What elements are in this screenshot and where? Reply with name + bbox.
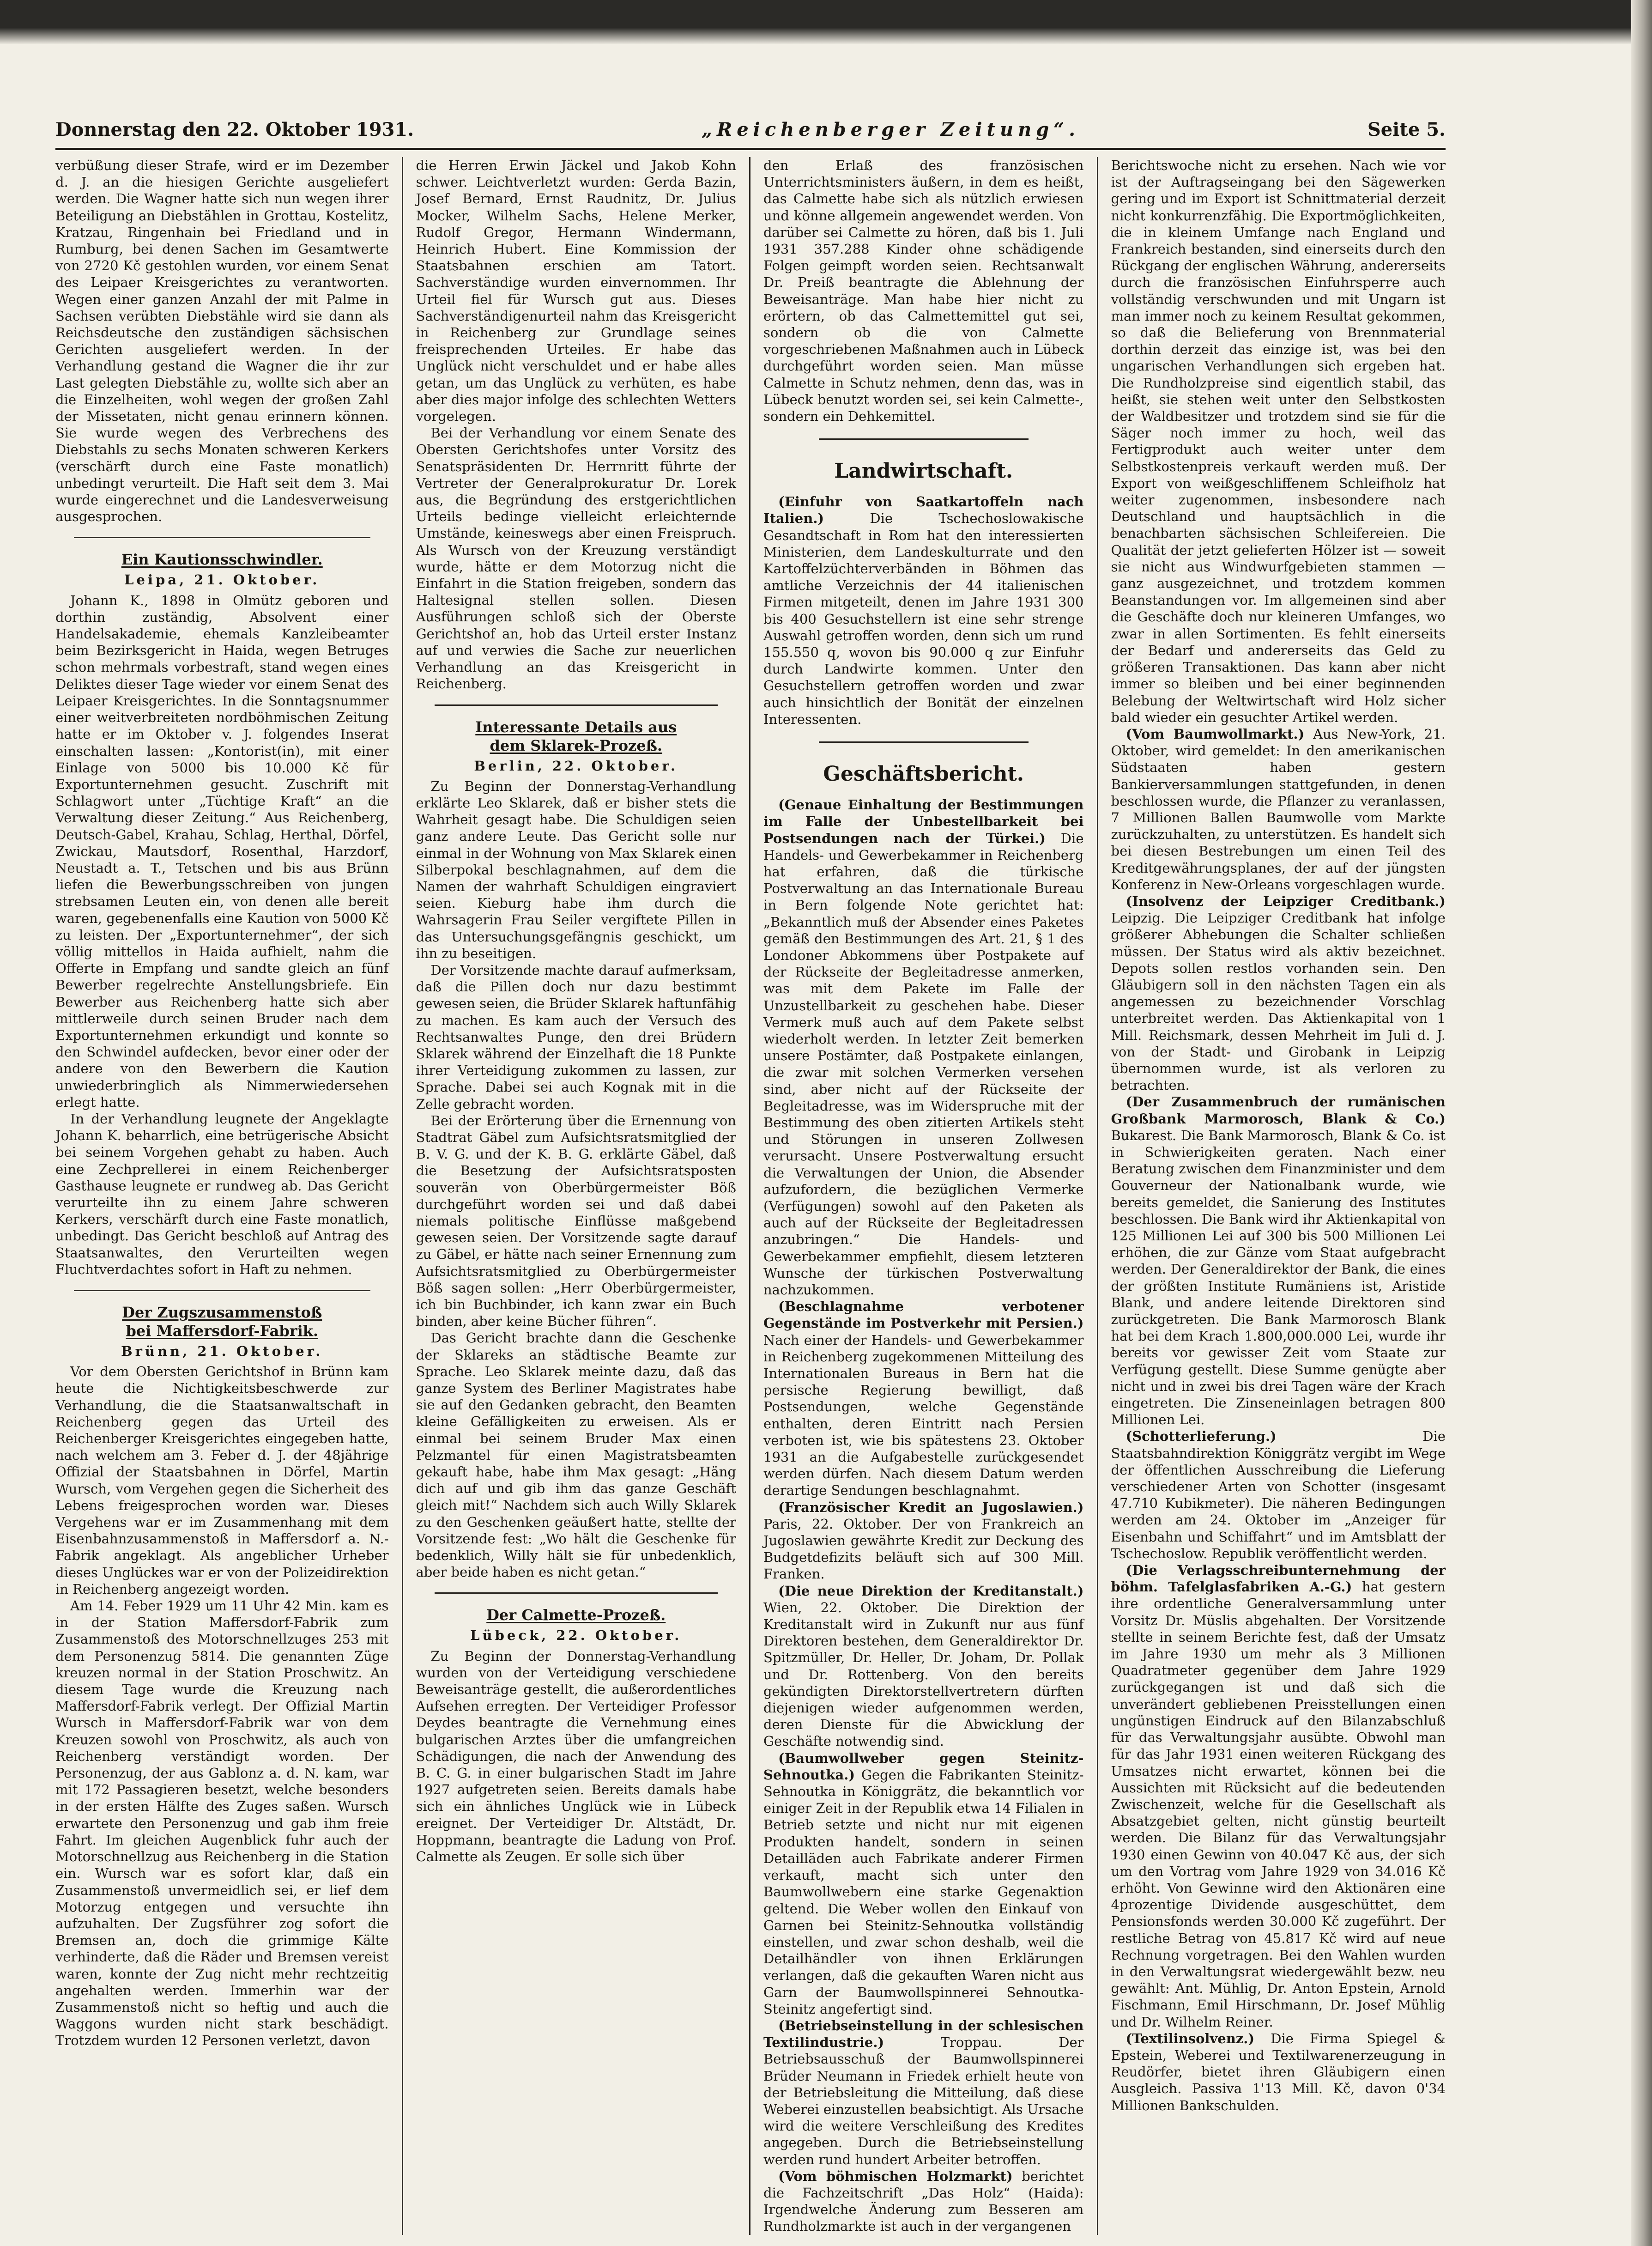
- topic-label: (Die neue Direktion der Kreditanstalt.): [778, 1583, 1084, 1599]
- topic-label: (Französischer Kredit an Jugoslawien.): [778, 1499, 1084, 1515]
- article-text: [1111, 1093, 1446, 1428]
- section-divider: [435, 704, 718, 706]
- topic-text: Die Firma Spiegel & Epstein, Weberei und Textilwarenerzeugung in Reudörfer, bietet ihren Gläubigern einen Ausgleich. Passiva 1'13 Mill. Kč, davon 0'34 Millionen Bankschulden.: [1111, 2030, 1446, 2113]
- article-text: Bei der Verhandlung vor einem Senate des Obersten Gerichtshofes unter Vorsitz des Senatspräsidenten Dr. Herrnritt führte der Vertreter der Generalprokuratur Dr. Lorek aus, die Begründung des erstgerichtlichen Urteils bedinge vielleicht erleichternde Umstände, keineswegs aber einen Freispruch. Als Wursch von der Kreuzung verständigt wurde, hätte er dem Motorzug nicht die Einfahrt in die Station freigeben, sondern das Haltesignal stellen sollen. Diesen Ausführungen schloß sich der Oberste Gerichtshof an, hob das Urteil erster Instanz auf und verwies die Sache zur neuerlichen Verhandlung an das Kreisgericht in Reichenberg.: [416, 425, 736, 692]
- article-text: [763, 2017, 1084, 2168]
- article-text: Zu Beginn der Donnerstag-Verhandlung erklärte Leo Sklarek, daß er bisher stets die Wahrheit gesagt habe. Die Schuldigen seien ganz andere Leute. Das Gericht solle nur einmal in der Wohnung von Max Sklarek einen Silberpokal beschlagnahmen, auf dem die Namen der wahrhaft Schuldigen eingraviert seien. Kieburg habe ihm durch die Wahrsagerin Frau Seiler vergiftete Pillen in das Untersuchungsgefängnis geschickt, um ihn zu beseitigen.: [416, 778, 736, 961]
- topic-label: (Textilinsolvenz.): [1126, 2030, 1255, 2046]
- column-2: [403, 157, 751, 2235]
- headline-line: Der Zugszusammenstoß: [122, 1304, 322, 1321]
- article-text: [763, 1499, 1084, 1583]
- section-divider: [74, 537, 370, 538]
- section-heading: Landwirtschaft.: [834, 459, 1013, 483]
- article-text: den Erlaß des französischen Unterrichtsministers äußern, in dem es heißt, das Calmette habe sich als nützlich erwiesen und könne allgemein angewendet werden. Von darüber sei Calmette zu hören, daß bis 1. Juli 1931 357.288 Kinder ohne schädigende Folgen geimpft worden seien. Rechtsanwalt Dr. Preiß beantragte die Ablehnung der Beweisanträge. Man habe hier nicht zu erörtern, ob das Calmettemittel gut sei, sondern ob die von Calmette vorgeschriebenen Maßnahmen auch in Lübeck durchgeführt worden seien. Man müsse Calmette in Schutz nehmen, denn das, was in Lübeck benutzt worden sei, sei kein Calmette-, sondern ein Dehkemittel.: [763, 158, 1084, 425]
- topic-label: (Vom böhmischen Holzmarkt): [778, 2168, 1013, 2184]
- column-4: [1098, 157, 1446, 2235]
- article-dateline: Brünn, 21. Oktober.: [121, 1343, 323, 1359]
- header-rule: [55, 148, 1446, 150]
- topic-text: Troppau. Der Betriebsausschuß der Baumwollspinnerei Brüder Neumann in Friedek erhielt heute von der Betriebsleitung die Mitteilung, daß diese Weberei einzustellen beabsichtigt. Als Ursache wird die weitere Verschleißung des Kredites angegeben. Durch die Betriebseinstellung werden rund hundert Arbeiter betroffen.: [763, 2034, 1084, 2167]
- article-headline: [416, 718, 737, 755]
- topic-label: (Vom Baumwollmarkt.): [1126, 726, 1305, 742]
- topic-label: (Einfuhr von Saatkartoffeln nach Italien.): [763, 494, 1084, 527]
- section-divider: [819, 438, 1029, 440]
- scan-border-top: [0, 0, 1652, 44]
- topic-label: (Baumwollweber gegen Steinitz-Sehnoutka.): [763, 1750, 1084, 1783]
- article-text: Das Gericht brachte dann die Geschenke der Sklareks an städtische Beamte zur Sprache. Leo Sklarek meinte dazu, daß das ganze System des Berliner Magistrates habe sie auf den Gedanken gebracht, den Beamten kleine Gefälligkeiten zu erweisen. Als er einmal bei seinem Bruder Max einen Pelzmantel für einen Magistratsbeamten gekauft habe, habe ihm Max gesagt: „Häng dich auf und gib ihm das ganze Geschäft gleich mit!“ Nachdem sich auch Willy Sklarek zu den Geschenken geäußert hatte, stellte der Vorsitzende fest: „Wo hält die Geschenke für bedenklich, Willy hält sie für unbedenklich, aber beide haben es nicht getan.“: [416, 1330, 736, 1580]
- topic-text: Bukarest. Die Bank Marmorosch, Blank & Co. ist in Schwierigkeiten geraten. Nach einer Beratung zwischen dem Finanzminister und dem Gouverneur der Nationalbank wurde, wie bereits gemeldet, die Sanierung des Institutes beschlossen. Die Bank wird ihr Aktienkapital von 125 Millionen Lei auf 300 bis 500 Millionen Lei erhöhen, die zur Gänze vom Staat aufgebracht werden. Der Generaldirektor der Bank, die eines der größten Institute Rumäniens ist, Aristide Blank, und andere leitende Direktoren sind zurückgetreten. Die Bank Marmorosch Blank hat bei dem Krach 1.800,000.000 Lei, wurde ihr bereits vor gewisser Zeit vom Staate zur Verfügung gestellt. Diese Summe genügte aber nicht und in zwei bis drei Tagen wäre der Krach eingetreten. Die Zinseneinlagen betragen 800 Millionen Lei.: [1111, 1127, 1446, 1428]
- section-heading: Geschäftsbericht.: [823, 762, 1024, 786]
- article-text: Der Vorsitzende machte darauf aufmerksam, daß die Pillen doch nur dazu bestimmt gewesen seien, die Brüder Sklarek haftunfähig zu machen. Es kam auch der Versuch des Rechtsanwaltes Punge, den drei Brüdern Sklarek während der Einzelhaft die 18 Punkte ihrer Verteidigung zukommen zu lassen, zur Sprache. Dabei sei auch Kognak mit in die Zelle gebracht worden.: [416, 962, 736, 1112]
- article-text: verbüßung dieser Strafe, wird er im Dezember d. J. an die hiesigen Gerichte ausgeliefert werden. Die Wagner hatte sich nun wegen ihrer Beteiligung an Diebstählen in Grottau, Kostelitz, Kratzau, Ringenhain bei Friedland und in Rumburg, bei denen Sachen im Gesamtwerte von 2720 Kč gestohlen wurden, vor einem Senat des Leipaer Kreisgerichtes zu verantworten. Wegen einer ganzen Anzahl der mit Palme in Sachsen verübten Diebstähle wird sie dann als Reichsdeutsche den zuständigen sächsischen Gerichten ausgeliefert werden. In der Verhandlung gestand die Wagner die ihr zur Last gelegten Diebstähle zu, wollte sich aber an die Einzelheiten, wohl wegen der großen Zahl der Missetaten, nicht genau erinnern können. Sie wurde wegen des Verbrechens des Diebstahls zu sechs Monaten schweren Kerkers (verschärft durch eine Faste monatlich) unbedingt verurteilt. Die Haft seit dem 3. Mai wurde eingerechnet und die Landesverweisung ausgesprochen.: [55, 158, 389, 525]
- topic-label: (Insolvenz der Leipziger Creditbank.): [1126, 893, 1446, 909]
- article-text: [763, 796, 1084, 1298]
- topic-text: berichtet die Fachzeitschrift „Das Holz“ (Haida): Irgendwelche Änderung zum Besseren am Rundholzmarkte ist auch in der vergangenen: [763, 2168, 1084, 2234]
- column-1: [55, 157, 403, 2235]
- article-text: In der Verhandlung leugnete der Angeklagte Johann K. beharrlich, eine betrügerische Absicht bei seinem Vorgehen gehabt zu haben. Auch eine Zechprellerei in einem Reichenberger Gasthause leugnete er rundweg ab. Das Gericht verurteilte ihn zu einem Jahre schweren Kerkers, verschärft durch eine Faste monatlich, unbedingt. Das Gericht beschloß auf Antrag des Staatsanwaltes, den Verurteilten wegen Fluchtverdachtes sofort in Haft zu nehmen.: [55, 1111, 389, 1277]
- article-columns: [55, 157, 1446, 2234]
- section-divider: [435, 1592, 718, 1594]
- column-3: [750, 157, 1098, 2235]
- topic-text: Aus New-York, 21. Oktober, wird gemeldet: In den amerikanischen Südstaaten haben gestern Bankierversammlungen stattgefunden, in denen beschlossen wurde, die Pflanzer zu veranlassen, 7 Millionen Ballen Baumwolle vom Markte zurückzuhalten, zu unterstützen. Es handelt sich bei diesen Bestrebungen um einen Teil des Kreditgewährungsplanes, der auf der jüngsten Konferenz in New-Orleans vorgeschlagen wurde.: [1111, 726, 1446, 892]
- topic-label: (Betriebseinstellung in der schlesischen Textilindustrie.): [763, 2017, 1084, 2051]
- article-text: [1111, 2030, 1446, 2114]
- newspaper-title: „Reichenberger Zeitung“.: [701, 118, 1080, 140]
- headline-line: dem Sklarek-Prozeß.: [490, 736, 663, 754]
- article-dateline: Berlin, 22. Oktober.: [474, 758, 678, 774]
- topic-label: (Der Zusammenbruch der rumänischen Großbank Marmorosch, Blank & Co.): [1111, 1094, 1446, 1127]
- topic-label: (Beschlagnahme verbotener Gegenstände im Postverkehr mit Persien.): [763, 1299, 1084, 1331]
- headline-line: Interessante Details aus: [475, 718, 677, 736]
- topic-text: Gegen die Fabrikanten Steinitz-Sehnoutka in Königgrätz, die bekanntlich vor einiger Zeit in der Republik etwa 14 Filialen in Betrieb setzte und nicht nur mit eigenen Produkten handelt, sondern in seinen Detailläden auch Fabrikate anderer Firmen verkauft, macht sich unter den Baumwollwebern eine starke Gegenaktion geltend. Die Weber wollen den Einkauf von Garnen bei Steinitz-Sehnoutka vollständig einstellen, und zwar schon deshalb, weil die Detailhändler von ihnen Erklärungen verlangen, daß die gekauften Waren nicht aus Garn der Baumwollspinnerei Sehnoutka-Steinitz angefertigt sind.: [763, 1766, 1084, 2017]
- article-text: die Herren Erwin Jäckel und Jakob Kohn schwer. Leichtverletzt wurden: Gerda Bazin, Josef Bernard, Ernst Raudnitz, Dr. Julius Mocker, Wilhelm Sachs, Helene Merker, Rudolf Gregor, Hermann Windermann, Heinrich Hubert. Eine Kommission der Staatsbahnen erschien am Tatort. Sachverständige wurden einvernommen. Ihr Urteil fiel für Wursch gut aus. Dieses Sachverständigenurteil nahm das Kreisgericht in Reichenberg zur Grundlage seines freisprechenden Urteiles. Er habe das Unglück nicht verschuldet und er habe alles getan, um das Unglück zu verhüten, es habe aber dies major infolge des schlechten Wetters vorgelegen.: [416, 158, 736, 425]
- article-text: [763, 493, 1084, 728]
- article-text: [1111, 893, 1446, 1093]
- topic-text: Die Tschechoslowakische Gesandtschaft in Rom hat den interessierten Ministerien, dem Landeskulturrate und den Kartoffelzüchterverbänden in Böhmen das amtliche Verzeichnis der 44 italienischen Firmen mitgeteilt, denen im Jahre 1931 300 bis 400 Gesuchstellern ist eine sehr strenge Auswahl getroffen worden, denn sich um rund 155.550 q, wovon bis 90.000 q zur Einfuhr durch Landwirte kommen. Unter den Gesuchstellern getroffen worden und zwar auch hinsichtlich der Bonität der einzelnen Interessenten.: [763, 510, 1084, 727]
- topic-label: (Genaue Einhaltung der Bestimmungen im Falle der Unbestellbarkeit bei Postsendungen nach der Türkei.): [763, 797, 1084, 846]
- article-text: Berichtswoche nicht zu ersehen. Nach wie vor ist der Auftragseingang bei den Sägewerken gering und im Export ist Schnittmaterial derzeit nicht konkurrenzfähig. Die Exportmöglichkeiten, die in kleinem Umfange nach England und Frankreich bestanden, sind einerseits durch den Rückgang der englischen Währung, andererseits durch die französischen Einfuhrsperre auch vollständig verschwunden und mit Ungarn ist man immer noch zu keinem Resultat gekommen, so daß die Belieferung von Brennmaterial dorthin derzeit das einzige ist, was bei den ungarischen Verhandlungen sich ergeben hat. Die Rundholzpreise sind eigentlich stabil, das heißt, sie stehen weit unter den Selbstkosten der Waldbesitzer und trotzdem sind sie für die Säger noch immer zu hoch, weil das Fertigprodukt auch weiter unter dem Selbstkostenpreis verkauft werden muß. Der Export von weißgeschliffenem Schleifholz hat weiter zugenommen, insbesondere nach Deutschland und hauptsächlich in die benachbarten sächsischen Schleifereien. Die Qualität der jetzt gelieferten Hölzer ist — soweit sie nicht aus Windwurfgebieten stammen — ganz ausgezeichnet, und trotzdem kommen Beanstandungen vor. Im allgemeinen sind aber die Geschäfte doch nur kleineren Umfanges, wo zwar in allen Sortimenten. Es fehlt einerseits der Bedarf und andererseits das Geld zu größeren Transaktionen. Das kann aber nicht immer so bleiben und bei einer beginnenden Belebung der Weltwirtschaft wird Holz sicher bald wieder ein gesuchter Artikel werden.: [1111, 158, 1446, 725]
- topic-text: hat gestern ihre ordentliche Generalversammlung unter Vorsitz Dr. Müslis abgehalten. Der Vorsitzende stellte in seinem Berichte fest, daß der Umsatz im Jahre 1930 um mehr als 3 Millionen Quadratmeter gegenüber dem Jahre 1929 zurückgegangen ist und daß sich die unverändert gebliebenen Preisstellungen einen ungünstigen Eindruck auf den Bilanzabschluß für das Verwaltungsjahr ausübte. Obwohl man für das Jahr 1931 einen weiteren Rückgang des Umsatzes nicht erwartet, können bei die Aussichten mit Rücksicht auf die bedeutenden Zwischenzeit, welche für die Gesellschaft als Absatzgebiet gelten, nicht günstig beurteilt werden. Die Bilanz für das Verwaltungsjahr 1930 einen Gewinn von 40.047 Kč aus, der sich um den Vortrag vom Jahre 1929 von 34.016 Kč erhöht. Von Gewinne wird den Aktionären eine 4prozentige Dividende ausgeschüttet, dem Pensionsfonds werden 30.000 Kč zugeführt. Der restliche Betrag von 45.817 Kč wird auf neue Rechnung vorgetragen. Bei den Wahlen wurden in den Verwaltungsrat wiedergewählt bezw. neu gewählt: Ant. Mühlig, Dr. Anton Epstein, Arnold Fischmann, Emil Hirschmann, Dr. Josef Mühlig und Dr. Wilhelm Reiner.: [1111, 1579, 1446, 2030]
- topic-text: Nach einer der Handels- und Gewerbekammer in Reichenberg zugekommenen Mitteilung des Internationalen Bureaus in Bern hat die persische Regierung bewilligt, daß Postsendungen, welche Gegenstände enthalten, deren Eintritt nach Persien verboten ist, wie bis spätestens 23. Oktober 1931 an die Aufgabestelle zurückgesendet werden dürfen. Nach diesem Datum werden derartige Sendungen beschlagnahmt.: [763, 1332, 1084, 1499]
- topic-text: Die Handels- und Gewerbekammer in Reichenberg hat erfahren, daß die türkische Postverwaltung an das Internationale Bureau in Bern folgende Note gerichtet hat: „Bekanntlich muß der Absender eines Paketes gemäß den Bestimmungen des Art. 21, § 1 des Londoner Abkommens über Postpakete auf der Rückseite der Begleitadresse anmerken, was mit dem Pakete im Falle der Unzustellbarkeit zu geschehen habe. Dieser Vermerk muß auch auf dem Pakete selbst wiederholt werden. In letzter Zeit bemerken unsere Postämter, daß Postpakete einlangen, die zwar mit solchen Vermerken versehen sind, aber nicht auf der Rückseite der Begleitadresse, was im Widerspruche mit der Bestimmung des oben zitierten Artikels steht und Störungen in unseren Zollwesen verursacht. Unsere Postverwaltung ersucht die Verwaltungen der Union, die Absender aufzufordern, die bezüglichen Vermerke (Verfügungen) sowohl auf den Paketen als auch auf der Rückseite der Begleitadressen anzubringen.“ Die Handels- und Gewerbekammer empfiehlt, diesem letzteren Wunsche der türkischen Postverwaltung nachzukommen.: [763, 830, 1084, 1298]
- article-headline: [55, 1303, 389, 1340]
- section-divider: [819, 741, 1029, 743]
- topic-text: Paris, 22. Oktober. Der von Frankreich an Jugoslawien gewährte Kredit zur Deckung des Budgetdefizits beläuft sich auf 300 Mill. Franken.: [763, 1516, 1084, 1582]
- topic-label: (Schotterlieferung.): [1126, 1428, 1277, 1445]
- article-text: [1111, 726, 1446, 893]
- article-text: Am 14. Feber 1929 um 11 Uhr 42 Min. kam es in der Station Maffersdorf-Fabrik zum Zusammenstoß des Motorschnellzuges 253 mit dem Personenzug 5814. Die genannten Züge kreuzen normal in der Station Proschwitz. An diesem Tage wurde die Kreuzung nach Maffersdorf-Fabrik verlegt. Der Offizial Martin Wursch in Maffersdorf-Fabrik war von dem Kreuzen sowohl von Proschwitz, als auch von Reichenberg verständigt worden. Der Personenzug, der aus Gablonz a. d. N. kam, war mit 172 Passagieren besetzt, welche besonders in der ersten Hälfte des Zuges saßen. Wursch erwartete den Personenzug und gab ihm freie Fahrt. Im gleichen Augenblick fuhr auch der Motorschnellzug aus Reichenberg in die Station ein. Wursch war es sofort klar, daß ein Zusammenstoß unvermeidlich sei, er lief dem Motorzug entgegen und versuchte ihn aufzuhalten. Der Zugsführer zog sofort die Bremsen an, doch die grimmige Kälte verhinderte, daß die Räder und Bremsen vereist waren, konnte der Zug nicht mehr rechtzeitig angehalten werden. Immerhin war der Zusammenstoß nicht so heftig und auch die Waggons wurden nicht stark beschädigt. Trotzdem wurden 12 Personen verletzt, davon: [55, 1598, 389, 2049]
- section-divider: [74, 1290, 370, 1291]
- page-header: [55, 113, 1446, 146]
- topic-text: Wien, 22. Oktober. Die Direktion der Kreditanstalt wird in Zukunft nur aus fünf Direktoren bestehen, dem Generaldirektor Dr. Spitzmüller, Dr. Heller, Dr. Joham, Dr. Pollak und Dr. Rottenberg. Von den bereits gekündigten Direktorstellvertretern dürften diejenigen wieder aufgenommen werden, deren Dienste für die Abwicklung der Geschäfte notwendig sind.: [763, 1599, 1084, 1749]
- scan-border-right: [1631, 0, 1652, 2246]
- article-text: Johann K., 1898 in Olmütz geboren und dorthin zuständig, Absolvent einer Handelsakademie, ehemals Kanzleibeamter beim Bezirksgericht in Haida, wegen Betruges schon mehrmals vorbestraft, stand wegen eines Deliktes dieser Tage wieder vor einem Senat des Leipaer Kreisgerichtes. In die Sonntagsnummer einer weitverbreiteten nordböhmischen Zeitung hatte er im Oktober v. J. folgendes Inserat einschalten lassen: „Kontorist(in), mit einer Einlage von 5000 bis 10.000 Kč für Exportunternehmen gesucht. Zuschrift mit Schlagwort unter „Tüchtige Kraft“ an die Verwaltung dieser Zeitung.“ Aus Reichenberg, Deutsch-Gabel, Krahau, Schlag, Herthal, Dörfel, Zwickau, Mautsdorf, Rosenthal, Harzdorf, Neustadt a. T., Tetschen und bis aus Brünn liefen die Bewerbungsschreiben von jungen strebsamen Leuten ein, von denen alle bereit waren, gegebenenfalls eine Kaution von 5000 Kč zu leisten. Der „Exportunternehmer“, der sich völlig mittellos in Haida aufhielt, nahm die Offerte in Empfang und sandte gleich an fünf Bewerber regelrechte Anstellungsbriefe. Ein Bewerber aus Reichenberg hatte sich aber mittlerweile durch seinen Bruder nach dem Exportunternehmen erkundigt und konnte so den Schwindel aufdecken, bevor einer oder der andere von den Bewerbern die Kaution unwiederbringlich als Nimmerwiedersehen erlegt hatte.: [55, 592, 389, 1110]
- article-headline: Ein Kautionsschwindler.: [121, 551, 323, 569]
- topic-label: (Die Verlagsschreibunternehmung der böhm. Tafelglasfabriken A.-G.): [1111, 1562, 1446, 1595]
- topic-text: Leipzig. Die Leipziger Creditbank hat infolge größerer Abhebungen die Schalter schließen müssen. Der Status wird als aktiv bezeichnet. Depots sollen restlos vorhanden sein. Den Gläubigern soll in den nächsten Tagen ein als angemessen zu bezeichnender Vorschlag unterbreitet werden. Das Aktienkapital von 1 Mill. Reichsmark, dessen Mehrheit im Juli d. J. von der Stadt- und Girobank in Leipzig übernommen wurde, ist als verloren zu betrachten.: [1111, 910, 1446, 1093]
- page-number: Seite 5.: [1367, 118, 1446, 140]
- article-headline: Der Calmette-Prozeß.: [486, 1606, 666, 1624]
- article-text: [763, 1583, 1084, 1750]
- article-text: [1111, 1428, 1446, 1562]
- article-text: [1111, 1562, 1446, 2030]
- article-dateline: Lübeck, 22. Oktober.: [470, 1627, 682, 1644]
- article-text: [763, 2168, 1084, 2235]
- article-text: [763, 1750, 1084, 2017]
- article-text: Vor dem Obersten Gerichtshof in Brünn kam heute die Nichtigkeitsbeschwerde zur Verhandlung, die die Staatsanwaltschaft in Reichenberg gegen das Urteil des Reichenberger Kreisgerichtes eingegeben hatte, nach welchem am 3. Feber d. J. der 48jährige Offizial der Staatsbahnen in Dörfel, Martin Wursch, vom Vergehen gegen die Sicherheit des Lebens freigesprochen worden war. Dieses Vergehens war er im Zusammenhang mit dem Eisenbahnzusammenstoß in Maffersdorf a. N.-Fabrik angeklagt. Als angeblicher Urheber dieses Unglückes war er von der Polizeidirektion in Reichenberg angezeigt worden.: [55, 1364, 389, 1597]
- topic-text: Die Staatsbahndirektion Königgrätz vergibt im Wege der öffentlichen Ausschreibung die Lieferung verschiedener Arten von Schotter (insgesamt 47.710 Kubikmeter). Die näheren Bedingungen werden am 24. Oktober im „Anzeiger für Eisenbahn und Schiffahrt“ und im Amtsblatt der Tschechoslow. Republik veröffentlicht werden.: [1111, 1428, 1446, 1561]
- article-text: Bei der Erörterung über die Ernennung von Stadtrat Gäbel zum Aufsichtsratsmitglied der B. V. G. und der K. B. G. erklärte Gäbel, daß die Besetzung der Aufsichtsratsposten souverän von Oberbürgermeister Böß durchgeführt worden sei und daß dabei niemals politische Einflüsse maßgebend gewesen seien. Der Vorsitzende sagte darauf zu Gäbel, er hätte nach seiner Ernennung zum Aufsichtsratsmitglied zu Oberbürgermeister Böß sagen sollen: „Herr Oberbürgermeister, ich bin Buchbinder, ich kann zwar ein Buch binden, aber keine Bücher führen“.: [416, 1112, 736, 1329]
- headline-line: bei Maffersdorf-Fabrik.: [126, 1322, 319, 1340]
- article-dateline: Leipa, 21. Oktober.: [124, 572, 320, 588]
- article-text: [763, 1298, 1084, 1499]
- article-text: Zu Beginn der Donnerstag-Verhandlung wurden von der Verteidigung verschiedene Beweisanträge gestellt, die außerordentliches Aufsehen erregten. Der Verteidiger Professor Deydes beantragte die Vernehmung eines bulgarischen Arztes über die umfangreichen Schädigungen, die nach der Anwendung des B. C. G. in einer bulgarischen Stadt im Jahre 1927 aufgetreten seien. Bereits damals habe sich ein ähnliches Unglück wie in Lübeck ereignet. Der Verteidiger Dr. Altstädt, Dr. Hoppmann, beantragte die Ladung von Prof. Calmette als Zeugen. Er solle sich über: [416, 1648, 736, 1865]
- header-date: Donnerstag den 22. Oktober 1931.: [55, 118, 414, 140]
